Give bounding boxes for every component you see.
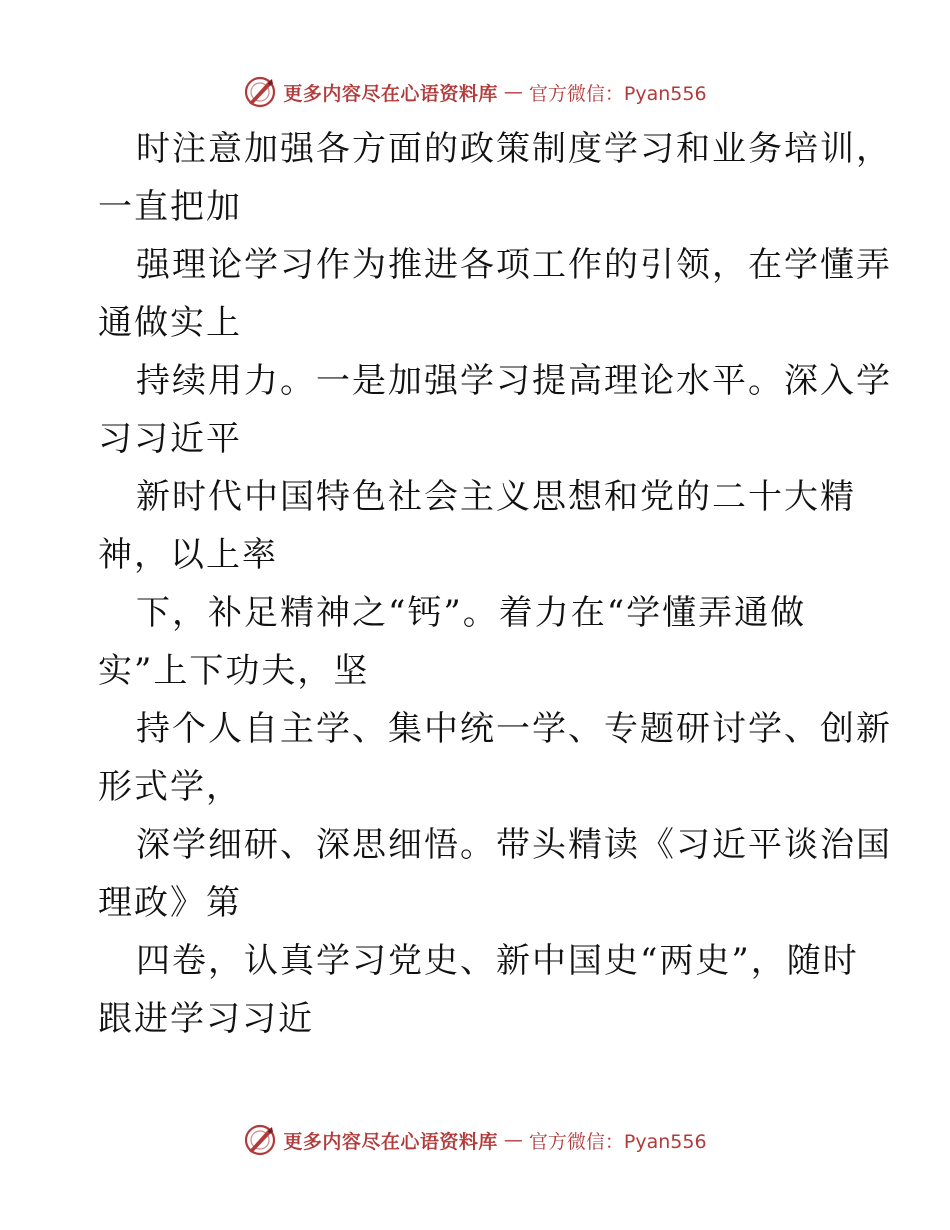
footer-watermark [0,1120,950,1160]
body-line-10: 实”上下功夫，坚 [98,651,370,691]
watermark-separator: — [503,81,523,103]
body-line-15: 四卷，认真学习党史、新中国史“两史”，随时 [136,941,859,981]
body-line-2: 一直把加 [98,187,242,227]
body-line-8: 神，以上率 [98,535,278,575]
body-line-6: 习习近平 [98,419,242,459]
pen-quill-logo-icon [243,1123,277,1157]
body-line-4: 通做实上 [98,303,242,343]
body-line-11: 持个人自主学、集中统一学、专题研讨学、创新 [136,709,892,749]
watermark-separator: — [503,1129,523,1151]
body-line-5: 持续用力。一是加强学习提高理论水平。深入学 [136,361,892,401]
watermark-contact-text: 官方微信：Pyan556 [528,1130,707,1153]
body-line-13: 深学细研、深思细悟。带头精读《习近平谈治国 [136,825,892,865]
watermark-brand-text: 更多内容尽在心语资料库 [283,82,498,105]
body-line-1: 时注意加强各方面的政策制度学习和业务培训， [136,129,892,169]
watermark-contact-text: 官方微信：Pyan556 [528,82,707,105]
document-body [98,120,892,1048]
body-line-12: 形式学， [98,767,242,807]
body-line-16: 跟进学习习近 [98,999,314,1039]
body-line-3: 强理论学习作为推进各项工作的引领，在学懂弄 [136,245,892,285]
header-watermark [0,72,950,112]
pen-quill-logo-icon [243,75,277,109]
watermark-brand-text: 更多内容尽在心语资料库 [283,1130,498,1153]
body-line-7: 新时代中国特色社会主义思想和党的二十大精 [136,477,856,517]
body-line-9: 下，补足精神之“钙”。着力在“学懂弄通做 [136,593,807,633]
body-line-14: 理政》第 [98,883,242,923]
